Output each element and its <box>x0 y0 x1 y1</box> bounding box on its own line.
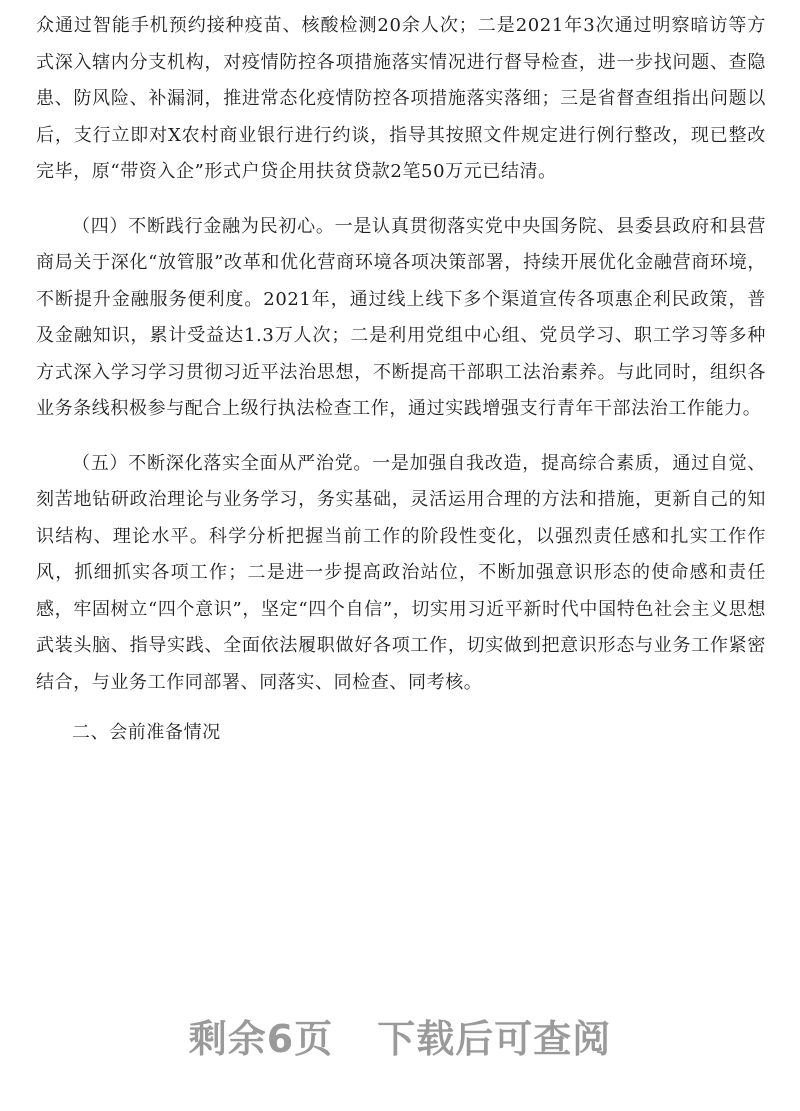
download-banner[interactable] <box>0 1008 800 1063</box>
paragraph-section-four: （四）不断践行金融为民初心。一是认真贯彻落实党中央国务院、县委县政府和县营商局关于深化“放管服”改革和优化营商环境各项决策部署，持续开展优化金融营商环境，不断提升金融服务便利度。2021年，通过线上线下多个渠道宣传各项惠企利民政策，普及金融知识，累计受益达1.3万人次；二是利用党组中心组、党员学习、职工学习等多种方式深入学习学习贯彻习近平法治思想，不断提高干部职工法治素养。与此同时，组织各业务条线积极参与配合上级行执法检查工作，通过实践增强支行青年干部法治工作能力。 <box>36 215 766 419</box>
paragraph-spacer <box>36 428 766 446</box>
paragraph-spacer <box>36 191 766 209</box>
document-body <box>36 8 766 751</box>
section-heading: 二、会前准备情况 <box>72 722 221 743</box>
paragraph-continuation: 众通过智能手机预约接种疫苗、核酸检测20余人次；二是2021年3次通过明察暗访等方式深入辖内分支机构，对疫情防控各项措施落实情况进行督导检查，进一步找问题、查隐患、防风险、补漏洞，推进常态化疫情防控各项措施落实落细；三是省督查组指出问题以后，支行立即对X农村商业银行进行约谈，指导其按照文件规定进行例行整改，现已整改完毕，原“带资入企”形式户贷企用扶贫贷款2笔50万元已结清。 <box>36 15 766 182</box>
remaining-pages-label: 剩余6页 <box>188 1017 334 1061</box>
download-to-view-label: 下载后可查阅 <box>377 1017 612 1061</box>
paragraph-section-five: （五）不断深化落实全面从严治党。一是加强自我改造，提高综合素质，通过自觉、刻苦地钻研政治理论与业务学习，务实基础，灵活运用合理的方法和措施，更新自己的知识结构、理论水平。科学分析把握当前工作的阶段性变化，以强烈责任感和扎实工作作风，抓细抓实各项工作；二是进一步提高政治站位，不断加强意识形态的使命感和责任感，牢固树立“四个意识”，坚定“四个自信”，切实用习近平新时代中国特色社会主义思想武装头脑、指导实践、全面依法履职做好各项工作，切实做到把意识形态与业务工作紧密结合，与业务工作同部署、同落实、同检查、同考核。 <box>36 452 766 693</box>
